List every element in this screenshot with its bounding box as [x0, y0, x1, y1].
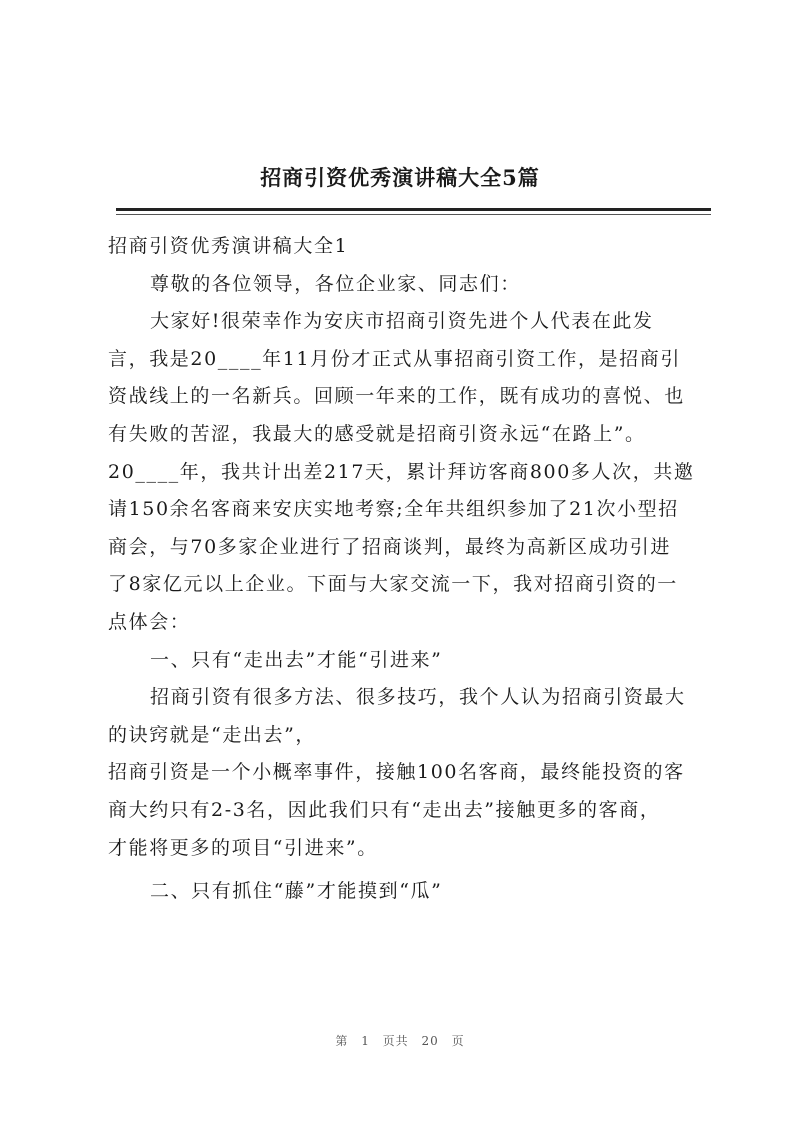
subheading: 二、只有抓住“藤”才能摸到“瓜”	[150, 880, 443, 903]
paragraph-line: 商会，与70多家企业进行了招商谈判，最终为高新区成功引进	[108, 535, 671, 558]
paragraph-line: 的诀窍就是“走出去”，	[108, 723, 317, 746]
paragraph-line: 商大约只有2-3名，因此我们只有“走出去”接触更多的客商，	[108, 798, 661, 821]
document-title: 招商引资优秀演讲稿大全5篇	[260, 165, 540, 190]
paragraph-line: 才能将更多的项目“引进来”。	[108, 836, 378, 859]
paragraph-line: 言，我是20____年11月份才正式从事招商引资工作，是招商引	[108, 347, 681, 370]
paragraph-line: 招商引资有很多方法、很多技巧，我个人认为招商引资最大	[150, 686, 686, 709]
paragraph-line: 有失败的苦涩，我最大的感受就是招商引资永远“在路上”。	[108, 422, 646, 445]
paragraph-line: 20____年，我共计出差217天，累计拜访客商800多人次，共邀	[108, 460, 695, 483]
title-rule-thick	[116, 208, 711, 211]
paragraph-line: 大家好!很荣幸作为安庆市招商引资先进个人代表在此发	[150, 310, 654, 333]
paragraph-line: 了8家亿元以上企业。下面与大家交流一下，我对招商引资的一	[108, 573, 678, 596]
section-heading: 招商引资优秀演讲稿大全1	[108, 235, 349, 257]
paragraph-line: 请150余名客商来安庆实地考察;全年共组织参加了21次小型招	[108, 498, 679, 521]
document-body	[108, 228, 718, 911]
footer-page-number: 1	[361, 1034, 370, 1048]
paragraph-line: 点体会：	[108, 610, 191, 633]
paragraph-line: 资战线上的一名新兵。回顾一年来的工作，既有成功的喜悦、也	[108, 385, 685, 408]
paragraph-line: 招商引资是一个小概率事件，接触100名客商，最终能投资的客	[108, 761, 685, 784]
salutation: 尊敬的各位领导，各位企业家、同志们：	[150, 272, 521, 295]
title-rule-thin	[116, 214, 711, 215]
footer-total-pages: 20	[421, 1034, 439, 1048]
subheading: 一、只有“走出去”才能“引进来”	[150, 648, 443, 671]
footer-prefix: 第	[335, 1034, 349, 1048]
footer-mid: 页共	[382, 1034, 409, 1048]
page-footer	[0, 1032, 800, 1049]
footer-suffix: 页	[451, 1034, 465, 1048]
